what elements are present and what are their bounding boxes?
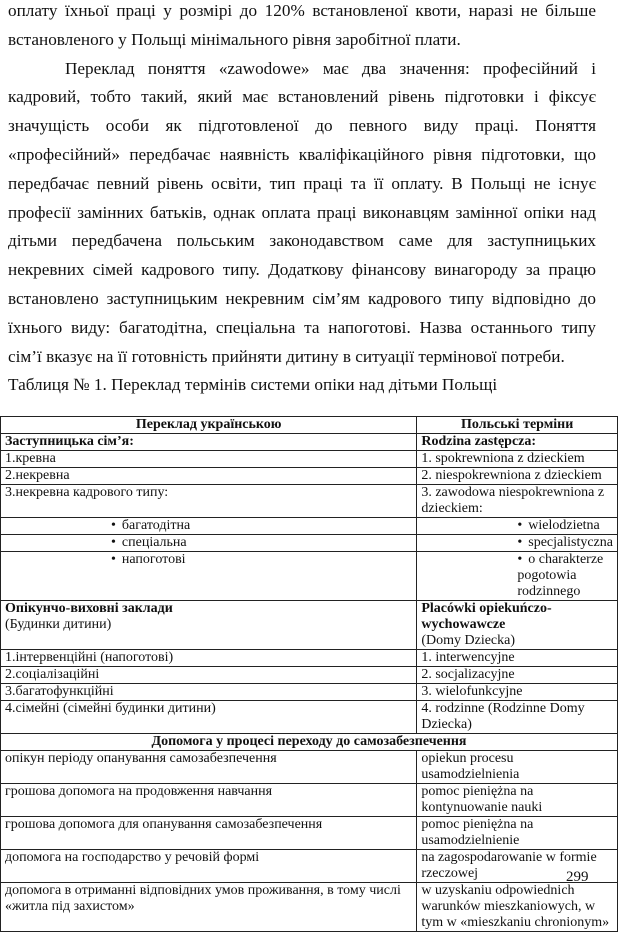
table-row <box>1 883 618 932</box>
cell-ukrainian <box>1 667 417 684</box>
header-ukrainian: Переклад українською <box>1 417 417 434</box>
cell-text: 4. rodzinne (Rodzinne Domy Dziecka) <box>421 701 585 732</box>
cell-ukrainian <box>1 883 417 932</box>
table-row <box>1 535 618 552</box>
table-row <box>1 434 618 451</box>
text-line: дітьми передбачена польським законодавством саме для заступницьких <box>8 231 596 251</box>
cell-polish <box>417 701 618 734</box>
cell-text: Заступницька сім’я: <box>5 434 134 449</box>
cell-ukrainian <box>1 451 417 468</box>
cell-text: грошова допомога на продовження навчання <box>5 784 273 799</box>
table-row <box>1 751 618 784</box>
cell-polish <box>417 434 618 451</box>
cell-polish <box>417 451 618 468</box>
cell-polish <box>417 485 618 518</box>
cell-text: pomoc pieniężna na kontynuowanie nauki <box>421 784 543 815</box>
cell-text: na zagospodarowanie w formie rzeczowej <box>421 850 597 881</box>
cell-text: w uzyskaniu odpowiednich warunków mieszkaniowych, w tym w «mieszkaniu chronionym» <box>421 883 610 930</box>
cell-polish <box>417 784 618 817</box>
cell-polish <box>417 883 618 932</box>
bullet-icon: • <box>517 552 523 567</box>
cell-text: Опікунчо-виховні заклади <box>5 601 173 616</box>
cell-ukrainian <box>1 650 417 667</box>
cell-ukrainian <box>1 518 417 535</box>
cell-text: 2.некревна <box>5 468 70 483</box>
cell-polish <box>417 552 618 601</box>
text-line: їхнього виду: багатодітна, спеціальна та напоготові. Назва останнього типу <box>8 317 596 337</box>
cell-polish <box>417 817 618 850</box>
cell-text: 1.кревна <box>5 451 56 466</box>
cell-text: 2. socjalizacyjne <box>421 667 515 682</box>
text-line: некревних сімей кадрового типу. Додаткову фінансову винагороду за працю <box>8 260 596 280</box>
cell-text: багатодітна <box>121 518 191 533</box>
table-row <box>1 667 618 684</box>
cell-ukrainian <box>1 485 417 518</box>
cell-polish <box>417 650 618 667</box>
bullet-icon: • <box>111 518 116 533</box>
cell-polish <box>417 684 618 701</box>
table-header-row <box>1 417 618 434</box>
table-row <box>1 650 618 667</box>
cell-polish <box>417 601 618 650</box>
cell-text: 1.інтервенційні (напоготові) <box>5 650 174 665</box>
table-row <box>1 850 618 883</box>
bullet-icon: • <box>111 552 116 567</box>
table-body <box>1 434 618 932</box>
cell-polish <box>417 535 618 552</box>
cell-text: specjalistyczna <box>528 535 613 550</box>
table-caption: Таблиця № 1. Переклад термінів системи опіки над дітьми Польщі <box>8 375 498 395</box>
cell-text: Допомога у процесі переходу до самозабезпечення <box>151 734 467 749</box>
cell-ukrainian <box>1 535 417 552</box>
table-row <box>1 451 618 468</box>
cell-text: 3.багатофункційні <box>5 684 114 699</box>
text-line: значущість особи як підготовленої до певного виду праці. Поняття <box>8 116 596 136</box>
cell-text: допомога в отриманні відповідних умов проживання, в тому числі «житла під захистом» <box>5 883 401 914</box>
text-line: передбачає певний рівень освіти, тип праці та її оплату. В Польщі не існує <box>8 173 596 193</box>
table-row <box>1 734 618 751</box>
cell-text: спеціальна <box>121 535 187 550</box>
table-row <box>1 468 618 485</box>
cell-ukrainian <box>1 684 417 701</box>
text-line: сім’ї вказує на її готовність прийняти дитину в ситуації термінової потреби. <box>8 346 565 366</box>
cell-text: 3. zawodowa niespokrewniona z dzieckiem: <box>421 485 605 516</box>
table-row <box>1 784 618 817</box>
text-line: кадровий, тобто такий, який має встановлений рівень підготовки і фіксує <box>8 87 596 107</box>
cell-text: 1. interwencyjne <box>421 650 515 665</box>
cell-text: 3. wielofunkcyjne <box>421 684 523 699</box>
cell-ukrainian <box>1 601 417 650</box>
bullet-icon: • <box>111 535 116 550</box>
cell-ukrainian <box>1 751 417 784</box>
cell-text: Placówki opiekuńczo-wychowawcze <box>421 601 552 632</box>
table-row <box>1 518 618 535</box>
cell-text: допомога на господарство у речовій формі <box>5 850 260 865</box>
table-row <box>1 552 618 601</box>
cell-polish <box>417 667 618 684</box>
cell-text: o charakterze pogotowia rodzinnego <box>517 552 604 599</box>
table-row <box>1 485 618 518</box>
cell-text: (Будинки дитини) <box>5 617 112 632</box>
cell-ukrainian <box>1 434 417 451</box>
text-line: встановлено заступницьким некревним сім’ям кадрового типу відповідно до <box>8 288 596 308</box>
cell-text: напоготові <box>121 552 186 567</box>
cell-text: 2.соціалізаційні <box>5 667 100 682</box>
page-number: 299 <box>566 869 589 885</box>
cell-polish <box>417 518 618 535</box>
cell-polish <box>417 751 618 784</box>
cell-text: грошова допомога для опанування самозабезпечення <box>5 817 323 832</box>
cell-ukrainian <box>1 701 417 734</box>
cell-text: опікун періоду опанування самозабезпечення <box>5 751 277 766</box>
bullet-icon: • <box>517 518 523 533</box>
section-header-cell <box>1 734 618 751</box>
cell-ukrainian <box>1 817 417 850</box>
table-row <box>1 701 618 734</box>
cell-polish <box>417 468 618 485</box>
cell-text: Rodzina zastępcza: <box>421 434 537 449</box>
cell-text: 4.сімейні (сімейні будинки дитини) <box>5 701 216 716</box>
cell-ukrainian <box>1 850 417 883</box>
cell-text: (Domy Dziecka) <box>421 633 516 648</box>
terms-table <box>0 416 618 932</box>
cell-text: 1. spokrewniona z dzieckiem <box>421 451 585 466</box>
text-line: «професійний» передбачає наявність кваліфікаційного рівня підготовки, що <box>8 144 596 164</box>
cell-ukrainian <box>1 468 417 485</box>
table-row <box>1 684 618 701</box>
cell-text: opiekun procesu usamodzielnienia <box>421 751 520 782</box>
cell-ukrainian <box>1 552 417 601</box>
text-line: професії замінних батьків, однак оплата праці виконавцям замінної опіки над <box>8 202 596 222</box>
table-row <box>1 601 618 650</box>
cell-text: pomoc pieniężna na usamodzielnienie <box>421 817 534 848</box>
cell-ukrainian <box>1 784 417 817</box>
body-text <box>8 0 596 400</box>
table-row <box>1 817 618 850</box>
header-polish: Польські терміни <box>417 417 618 434</box>
cell-text: 2. niespokrewniona z dzieckiem <box>421 468 602 483</box>
text-line: встановленого у Польщі мінімального рівня заробітної плати. <box>8 29 461 49</box>
cell-text: 3.некревна кадрового типу: <box>5 485 169 500</box>
text-line: Переклад поняття «zawodowe» має два значення: професійний і <box>65 58 596 78</box>
text-line: оплату їхньої праці у розмірі до 120% встановленої квоти, наразі не більше <box>8 1 596 20</box>
bullet-icon: • <box>517 535 523 550</box>
cell-text: wielodzietna <box>528 518 600 533</box>
